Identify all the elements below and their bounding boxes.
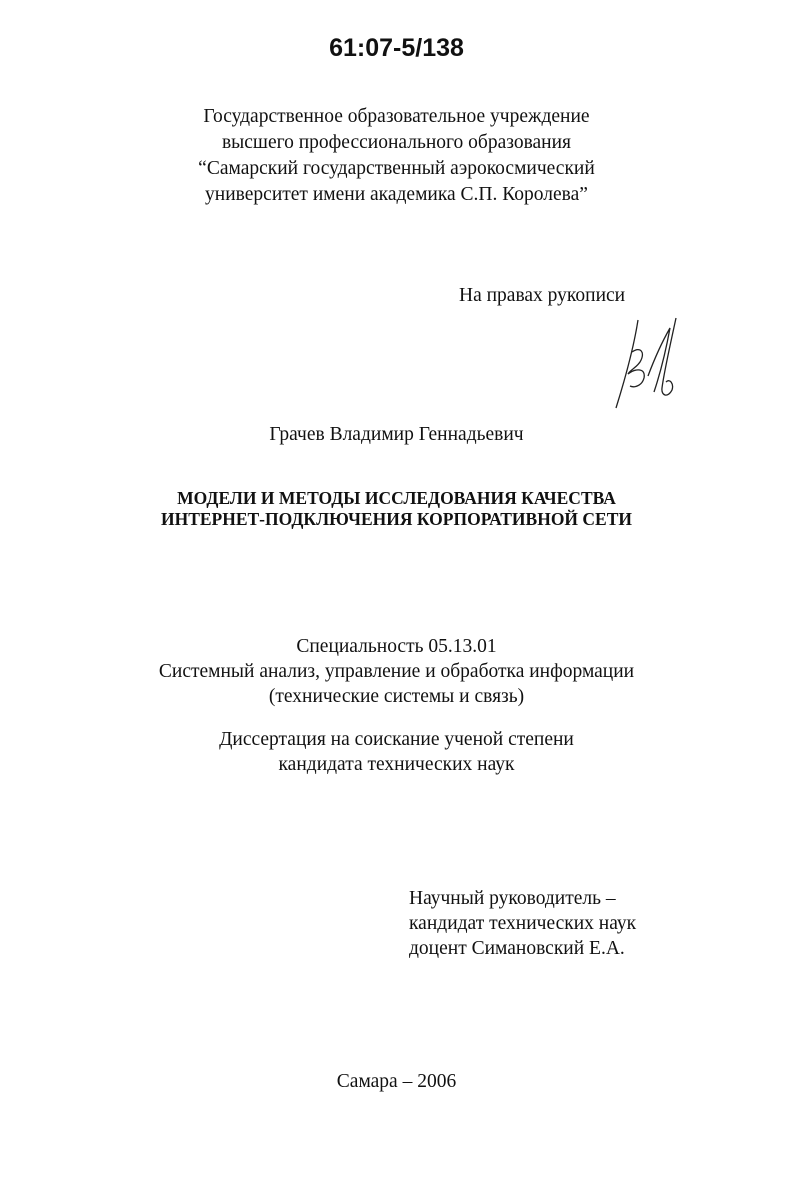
specialty-line: Специальность 05.13.01 bbox=[296, 636, 497, 657]
supervisor-block bbox=[409, 886, 636, 961]
specialty-line: (технические системы и связь) bbox=[268, 686, 525, 707]
specialty-line: Системный анализ, управление и обработка информации bbox=[158, 661, 635, 682]
supervisor-line: Научный руководитель – bbox=[409, 888, 616, 909]
author-name: Грачев Владимир Геннадьевич bbox=[269, 424, 524, 445]
specialty-block bbox=[0, 634, 793, 709]
manuscript-note: На правах рукописи bbox=[459, 285, 626, 306]
title-line: ИНТЕРНЕТ-ПОДКЛЮЧЕНИЯ КОРПОРАТИВНОЙ СЕТИ bbox=[160, 509, 633, 529]
degree-line: Диссертация на соискание ученой степени bbox=[219, 729, 574, 750]
place-year: Самара – 2006 bbox=[336, 1071, 457, 1092]
title-line: МОДЕЛИ И МЕТОДЫ ИССЛЕДОВАНИЯ КАЧЕСТВА bbox=[177, 488, 616, 508]
dissertation-title bbox=[0, 488, 793, 530]
institution-line: университет имени академика С.П. Королева” bbox=[205, 184, 588, 205]
institution-block bbox=[0, 104, 793, 208]
signature-icon bbox=[610, 316, 690, 412]
supervisor-line: кандидат технических наук bbox=[409, 913, 637, 934]
institution-line: высшего профессионального образования bbox=[221, 132, 572, 153]
institution-line: Государственное образовательное учреждение bbox=[203, 106, 590, 127]
degree-line: кандидата технических наук bbox=[278, 754, 515, 775]
institution-line: “Самарский государственный аэрокосмический bbox=[198, 158, 595, 179]
catalog-code: 61:07-5/138 bbox=[329, 34, 464, 62]
supervisor-line: доцент Симановский Е.А. bbox=[409, 938, 625, 959]
degree-block bbox=[0, 727, 793, 777]
